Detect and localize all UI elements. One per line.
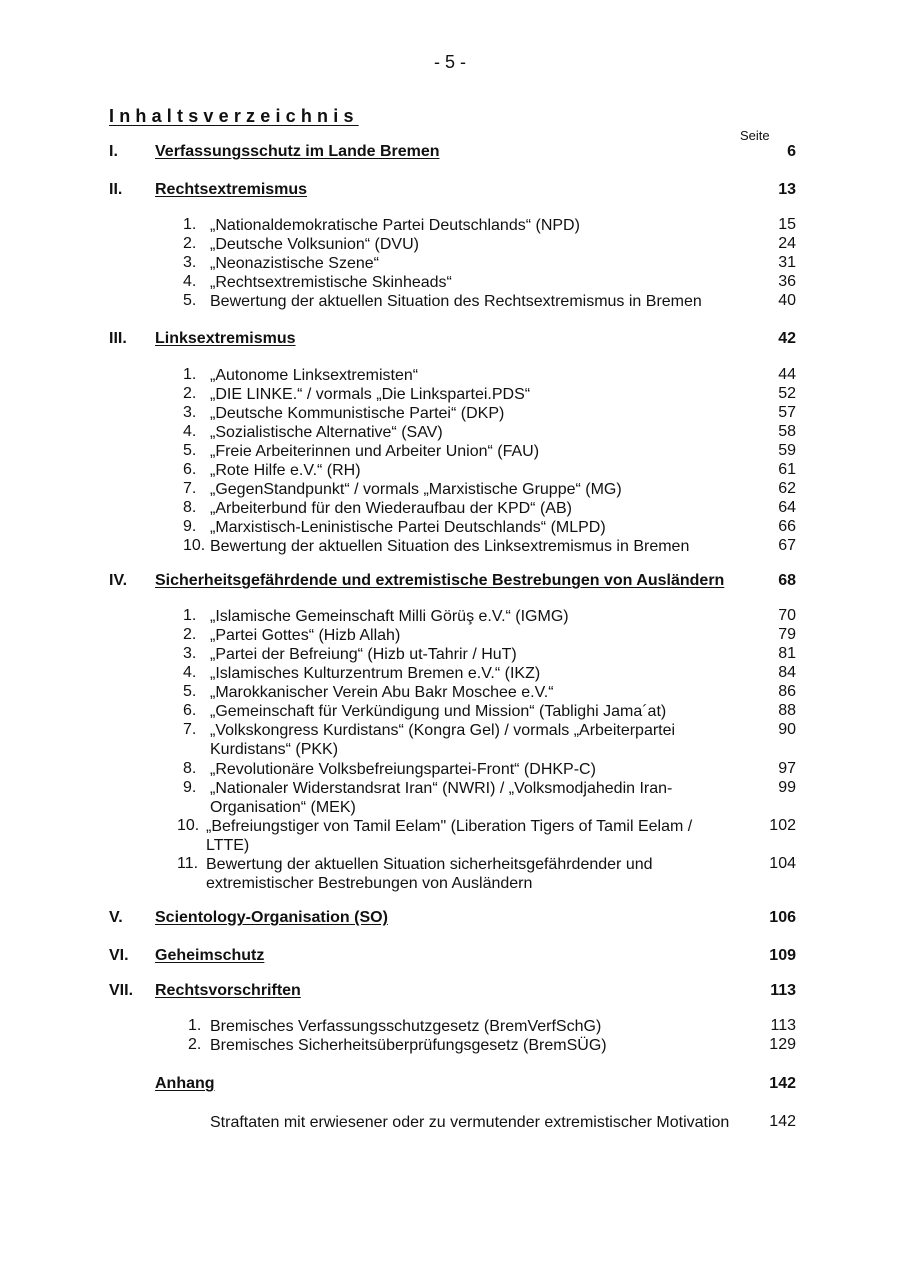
item-page: 88 xyxy=(778,702,796,719)
item-number: 3. xyxy=(183,645,197,662)
item-page: 86 xyxy=(778,683,796,700)
toc-item[interactable] xyxy=(0,385,900,405)
item-text: Bewertung der aktuellen Situation sicherheitsgefährdender und xyxy=(206,856,653,873)
item-page: 90 xyxy=(778,721,796,738)
item-text: Bewertung der aktuellen Situation des Linksextremismus in Bremen xyxy=(210,538,690,555)
section-page: 42 xyxy=(778,330,796,347)
item-text: Straftaten mit erwiesener oder zu vermutender extremistischer Motivation xyxy=(210,1114,730,1131)
item-number: 2. xyxy=(183,626,197,643)
item-page: 58 xyxy=(778,423,796,440)
item-number: 11. xyxy=(177,855,199,872)
item-number: 6. xyxy=(183,702,197,719)
section-number: II. xyxy=(109,181,123,198)
toc-item[interactable] xyxy=(0,626,900,646)
item-number: 5. xyxy=(183,683,197,700)
item-number: 10. xyxy=(177,817,200,834)
item-text: „Partei der Befreiung“ (Hizb ut-Tahrir / HuT) xyxy=(210,646,517,663)
toc-item[interactable] xyxy=(0,480,900,500)
page-column-label: Seite xyxy=(740,128,770,143)
item-page: 24 xyxy=(778,235,796,252)
item-text: „Deutsche Volksunion“ (DVU) xyxy=(210,236,419,253)
item-number: 9. xyxy=(183,779,197,796)
item-page: 113 xyxy=(770,1017,796,1034)
item-text-continuation: Kurdistans“ (PKK) xyxy=(210,741,339,758)
item-page: 67 xyxy=(778,537,796,554)
item-page: 15 xyxy=(778,216,796,233)
toc-item[interactable] xyxy=(0,702,900,722)
section-page: 6 xyxy=(787,143,796,160)
toc-item[interactable] xyxy=(0,1113,900,1133)
item-text: „Sozialistische Alternative“ (SAV) xyxy=(210,424,443,441)
toc-item[interactable] xyxy=(0,273,900,293)
item-number: 5. xyxy=(183,442,197,459)
toc-item[interactable] xyxy=(0,518,900,538)
toc-item[interactable] xyxy=(0,254,900,274)
item-text-continuation: Organisation“ (MEK) xyxy=(210,799,356,816)
item-number: 9. xyxy=(183,518,197,535)
item-text: Bremisches Sicherheitsüberprüfungsgesetz (BremSÜG) xyxy=(210,1037,607,1054)
item-page: 31 xyxy=(778,254,796,271)
item-page: 61 xyxy=(778,461,796,478)
toc-item[interactable] xyxy=(0,442,900,462)
item-text: Bewertung der aktuellen Situation des Rechtsextremismus in Bremen xyxy=(210,293,702,310)
item-text: „Arbeiterbund für den Wiederaufbau der KPD“ (AB) xyxy=(210,500,572,517)
item-number: 2. xyxy=(188,1036,202,1053)
section-page: 142 xyxy=(769,1075,796,1092)
section-page: 113 xyxy=(770,982,796,999)
toc-item[interactable] xyxy=(0,216,900,236)
item-text: „Islamische Gemeinschaft Milli Görüş e.V.“ (IGMG) xyxy=(210,608,569,625)
section-title[interactable]: Anhang xyxy=(155,1075,215,1092)
toc-item[interactable] xyxy=(0,537,900,557)
item-text: „Marxistisch-Leninistische Partei Deutschlands“ (MLPD) xyxy=(210,519,606,536)
item-number: 3. xyxy=(183,254,197,271)
item-page: 79 xyxy=(778,626,796,643)
toc-item[interactable] xyxy=(0,817,900,857)
item-text-continuation: LTTE) xyxy=(206,837,250,854)
section-page: 106 xyxy=(769,909,796,926)
item-page: 81 xyxy=(778,645,796,662)
item-text: „Rote Hilfe e.V.“ (RH) xyxy=(210,462,361,479)
item-page: 62 xyxy=(778,480,796,497)
section-title[interactable]: Rechtsextremismus xyxy=(155,181,308,198)
item-text: „Nationaler Widerstandsrat Iran“ (NWRI) / „Volksmodjahedin Iran- xyxy=(210,780,673,797)
item-page: 59 xyxy=(778,442,796,459)
section-title[interactable]: Sicherheitsgefährdende und extremistische Bestrebungen von Ausländern xyxy=(155,572,725,589)
item-number: 3. xyxy=(183,404,197,421)
item-number: 4. xyxy=(183,273,197,290)
section-number: V. xyxy=(109,909,123,926)
item-text: „Gemeinschaft für Verkündigung und Mission“ (Tablighi Jama´at) xyxy=(210,703,667,720)
toc-section-2[interactable] xyxy=(0,181,900,201)
item-text: „Autonome Linksextremisten“ xyxy=(210,367,419,384)
item-number: 6. xyxy=(183,461,197,478)
item-number: 1. xyxy=(188,1017,202,1034)
toc-item[interactable] xyxy=(0,779,900,819)
toc-item[interactable] xyxy=(0,855,900,895)
item-text: „Partei Gottes“ (Hizb Allah) xyxy=(210,627,401,644)
item-text: „Befreiungstiger von Tamil Eelam" (Liberation Tigers of Tamil Eelam / xyxy=(206,818,693,835)
toc-title: Inhaltsverzeichnis xyxy=(109,106,359,126)
section-title[interactable]: Scientology-Organisation (SO) xyxy=(155,909,388,926)
item-page: 44 xyxy=(778,366,796,383)
item-text: „Volkskongress Kurdistans“ (Kongra Gel) / vormals „Arbeiterpartei xyxy=(210,722,676,739)
item-number: 10. xyxy=(183,537,206,554)
item-number: 4. xyxy=(183,664,197,681)
item-page: 36 xyxy=(778,273,796,290)
item-text: „Nationaldemokratische Partei Deutschlands“ (NPD) xyxy=(210,217,580,234)
item-page: 40 xyxy=(778,292,796,309)
toc-item[interactable] xyxy=(0,1017,900,1037)
item-number: 7. xyxy=(183,721,197,738)
item-page: 129 xyxy=(769,1036,796,1053)
toc-item[interactable] xyxy=(0,683,900,703)
item-page: 64 xyxy=(778,499,796,516)
item-text: „GegenStandpunkt“ / vormals „Marxistische Gruppe“ (MG) xyxy=(210,481,622,498)
item-text: „Neonazistische Szene“ xyxy=(210,255,379,272)
section-number: IV. xyxy=(109,572,128,589)
item-text: „Freie Arbeiterinnen und Arbeiter Union“ (FAU) xyxy=(210,443,540,460)
item-text: „Islamisches Kulturzentrum Bremen e.V.“ (IKZ) xyxy=(210,665,541,682)
section-title[interactable]: Rechtsvorschriften xyxy=(155,982,301,999)
toc-item[interactable] xyxy=(0,499,900,519)
toc-item[interactable] xyxy=(0,461,900,481)
item-text: „Marokkanischer Verein Abu Bakr Moschee e.V.“ xyxy=(210,684,554,701)
toc-item[interactable] xyxy=(0,235,900,255)
item-number: 4. xyxy=(183,423,197,440)
section-title[interactable]: Geheimschutz xyxy=(155,947,265,964)
item-text-continuation: extremistischer Bestrebungen von Ausländern xyxy=(206,875,533,892)
toc-item[interactable] xyxy=(0,404,900,424)
toc-item[interactable] xyxy=(0,664,900,684)
item-text: „Revolutionäre Volksbefreiungspartei-Front“ (DHKP-C) xyxy=(210,761,596,778)
section-number: VI. xyxy=(109,947,129,964)
item-page: 70 xyxy=(778,607,796,624)
toc-item[interactable] xyxy=(0,292,900,312)
item-page: 104 xyxy=(769,855,796,872)
item-page: 66 xyxy=(778,518,796,535)
item-number: 1. xyxy=(183,366,197,383)
section-number: III. xyxy=(109,330,127,347)
section-title[interactable]: Linksextremismus xyxy=(155,330,296,347)
section-page: 109 xyxy=(769,947,796,964)
toc-item[interactable] xyxy=(0,1036,900,1056)
item-page: 57 xyxy=(778,404,796,421)
section-number: I. xyxy=(109,143,118,160)
page-number: - 5 - xyxy=(433,52,466,72)
item-number: 8. xyxy=(183,499,197,516)
item-text: „Deutsche Kommunistische Partei“ (DKP) xyxy=(210,405,505,422)
toc-section-6[interactable] xyxy=(0,947,900,967)
item-number: 2. xyxy=(183,235,197,252)
toc-item[interactable] xyxy=(0,645,900,665)
toc-section-anhang[interactable] xyxy=(0,1075,900,1095)
item-number: 2. xyxy=(183,385,197,402)
item-number: 1. xyxy=(183,607,197,624)
item-number: 1. xyxy=(183,216,197,233)
toc-section-3[interactable] xyxy=(0,330,900,350)
toc-item[interactable] xyxy=(0,366,900,386)
item-number: 8. xyxy=(183,760,197,777)
item-page: 102 xyxy=(769,817,796,834)
section-number: VII. xyxy=(109,982,134,999)
item-text: Bremisches Verfassungsschutzgesetz (BremVerfSchG) xyxy=(210,1018,602,1035)
toc-item[interactable] xyxy=(0,760,900,780)
toc-item[interactable] xyxy=(0,423,900,443)
item-page: 142 xyxy=(769,1113,796,1130)
item-page: 99 xyxy=(778,779,796,796)
item-number: 5. xyxy=(183,292,197,309)
toc-item[interactable] xyxy=(0,721,900,761)
section-page: 68 xyxy=(778,572,796,589)
toc-section-4[interactable] xyxy=(0,572,900,592)
item-text: „DIE LINKE.“ / vormals „Die Linkspartei.PDS“ xyxy=(210,386,531,403)
toc-section-7[interactable] xyxy=(0,982,900,1002)
toc-item[interactable] xyxy=(0,607,900,627)
toc-section-1[interactable] xyxy=(0,143,900,163)
section-page: 13 xyxy=(778,181,796,198)
item-page: 84 xyxy=(778,664,796,681)
item-number: 7. xyxy=(183,480,197,497)
section-title[interactable]: Verfassungsschutz im Lande Bremen xyxy=(155,143,440,160)
toc-section-5[interactable] xyxy=(0,909,900,929)
item-text: „Rechtsextremistische Skinheads“ xyxy=(210,274,452,291)
item-page: 97 xyxy=(778,760,796,777)
item-page: 52 xyxy=(778,385,796,402)
